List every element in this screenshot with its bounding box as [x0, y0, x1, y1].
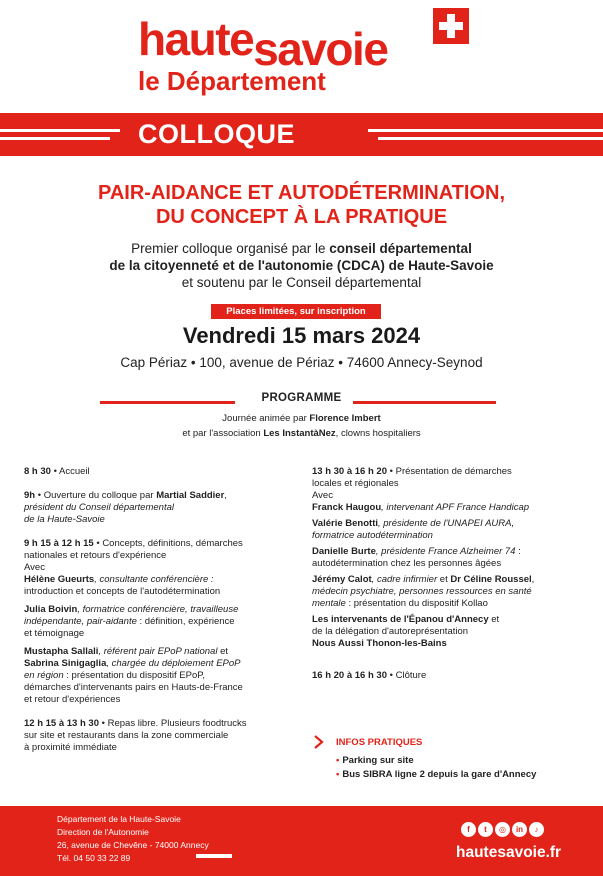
speaker-topic: et retour d'expériences: [24, 694, 121, 705]
schedule-text: Avec: [24, 562, 45, 573]
schedule-text: à proximité immédiate: [24, 742, 117, 753]
divider-line: [353, 401, 496, 404]
speaker-role: , référent pair EPoP national: [98, 646, 218, 657]
time: 8 h 30: [24, 466, 51, 477]
schedule-text: • Présentation de démarches: [387, 466, 512, 477]
logo-haute: haute: [138, 13, 254, 65]
schedule-text: ,: [531, 574, 535, 585]
schedule-item: [24, 538, 294, 550]
speaker-role: , cadre infirmier: [371, 574, 438, 585]
time: 12 h 15 à 13 h 30: [24, 718, 99, 729]
intro: [0, 240, 603, 291]
schedule-right: [312, 466, 567, 682]
speaker-role: , intervenant APF France Handicap: [381, 502, 530, 513]
schedule-text: sur site et restaurants dans la zone commerciale: [24, 730, 229, 741]
schedule-text: • Repas libre. Plusieurs foodtrucks: [99, 718, 247, 729]
programme-sub-text: Journée animée par: [222, 413, 310, 424]
speaker-name: Nous Aussi Thonon-les-Bains: [312, 638, 447, 649]
schedule-text: et: [488, 614, 500, 625]
speaker-name: Dr Céline Roussel: [450, 574, 532, 585]
schedule-text: • Accueil: [50, 466, 90, 477]
logo: [138, 10, 478, 100]
twitter-icon[interactable]: t: [478, 822, 493, 837]
footer-phone: Tél. 04 50 33 22 89: [57, 853, 131, 863]
speaker-name: Sabrina Sinigaglia: [24, 658, 107, 669]
band-stripe: [0, 137, 110, 140]
linkedin-icon[interactable]: in: [512, 822, 527, 837]
schedule-left: [24, 466, 294, 754]
event-title: [0, 181, 603, 229]
intro-organizer-cont: de la citoyenneté et de l'autonomie (CDCA) de Haute-Savoie: [109, 258, 494, 273]
schedule-item: 9h • Ouverture du colloque par Martial Saddier,: [24, 490, 227, 501]
intro-line2: [0, 257, 603, 274]
intro-text: Premier colloque organisé par le: [131, 241, 330, 256]
speaker-name: Julia Boivin: [24, 604, 78, 615]
logo-savoie: savoie: [253, 23, 388, 75]
time: 9 h 15 à 12 h 15: [24, 538, 94, 549]
footer: [0, 806, 603, 876]
logo-departement: le Département: [138, 66, 326, 96]
speaker-topic: : présentation du dispositif Kollao: [345, 598, 488, 609]
band-stripe: [0, 129, 120, 132]
schedule-text: Avec: [312, 490, 333, 501]
speaker-role: indépendante, pair-aidante: [24, 616, 137, 627]
swiss-cross-flag-icon: [433, 8, 469, 44]
event-title-line2: DU CONCEPT À LA PRATIQUE: [155, 206, 448, 228]
speaker-role: formatrice autodétermination: [312, 530, 433, 541]
speaker-role: mentale: [312, 598, 346, 609]
schedule-text: et: [217, 646, 228, 657]
instagram-icon[interactable]: ◎: [495, 822, 510, 837]
footer-website-link[interactable]: hautesavoie.fr: [456, 844, 562, 861]
schedule-item: [24, 718, 294, 730]
infos-item: • Bus SIBRA ligne 2 depuis la gare d'Annecy: [336, 769, 537, 780]
footer-direction: Direction de l'Autonomie: [57, 827, 149, 837]
footer-org: Département de la Haute-Savoie: [57, 814, 181, 824]
speaker-topic: : définition, expérience: [136, 616, 235, 627]
band-stripe: [378, 137, 603, 140]
footer-street: 26, avenue de Chevêne - 74000 Annecy: [57, 840, 209, 850]
event-date: Vendredi 15 mars 2024: [182, 323, 421, 348]
intro-line3: et soutenu par le Conseil départemental: [181, 275, 422, 290]
speaker-name: Hélène Gueurts: [24, 574, 95, 585]
programme-host: Florence Imbert: [309, 413, 381, 424]
logo-wordmark: [138, 13, 388, 75]
programme-title: PROGRAMME: [261, 392, 342, 404]
speaker-topic: démarches d'intervenants pairs en Hauts-de-France: [24, 682, 243, 693]
schedule-text: • Concepts, définitions, démarches: [93, 538, 243, 549]
band-stripe: [368, 129, 603, 132]
speaker-name: Franck Haugou: [312, 502, 382, 513]
speaker-name: Mustapha Sallali: [24, 646, 99, 657]
programme-subtitle: [0, 411, 603, 441]
schedule-text: et: [437, 574, 451, 585]
infos-item: • Parking sur site: [336, 755, 414, 766]
speaker-role: , présidente de l'UNAPEI AURA,: [378, 518, 515, 529]
schedule-item: [24, 466, 294, 478]
speaker-topic: autodétermination chez les personnes âgées: [312, 558, 502, 569]
speaker-name: Danielle Burte: [312, 546, 376, 557]
event-title-line1: PAIR-AIDANCE ET AUTODÉTERMINATION,: [97, 182, 506, 204]
speaker-name: Martial Saddier: [156, 490, 225, 501]
speaker-role: , présidente France Alzheimer 74: [375, 546, 516, 557]
colloque-band: [0, 113, 603, 156]
band-title: COLLOQUE: [138, 119, 295, 149]
speaker-topic: introduction et concepts de l'autodétermination: [24, 586, 221, 597]
schedule-text: de la délégation d'autoreprésentation: [312, 626, 469, 637]
event-place: Cap Périaz • 100, avenue de Périaz • 74600 Annecy-Seynod: [120, 355, 483, 370]
schedule-text: :: [515, 546, 521, 557]
infos-title: INFOS PRATIQUES: [336, 737, 423, 748]
schedule-item: [312, 670, 567, 682]
speaker-role: , consultante conférencière :: [94, 574, 214, 585]
speaker-topic: : présentation du dispositif EPoP,: [63, 670, 205, 681]
speaker-name: Valérie Benotti: [312, 518, 378, 529]
programme-sub-text: , clowns hospitaliers: [335, 428, 421, 439]
speaker-name: Jérémy Calot: [312, 574, 372, 585]
time: 9h: [24, 490, 36, 501]
time: 16 h 20 à 16 h 30: [312, 670, 387, 681]
schedule-text: nationales et retours d'expérience: [24, 550, 167, 561]
programme-sub-text: et par l'association: [182, 428, 264, 439]
time: 13 h 30 à 16 h 20: [312, 466, 387, 477]
speaker-role: président du Conseil départemental: [24, 502, 174, 513]
footer-bar: [196, 854, 232, 858]
intro-line1: [0, 240, 603, 257]
schedule-text: • Clôture: [387, 670, 427, 681]
infos-item-text: Parking sur site: [342, 755, 414, 766]
tiktok-icon[interactable]: ♪: [529, 822, 544, 837]
speaker-role: , chargée du déploiement EPoP: [106, 658, 241, 669]
chevron-right-icon: [312, 735, 326, 749]
facebook-icon[interactable]: f: [461, 822, 476, 837]
schedule-text: • Ouverture du colloque par: [35, 490, 157, 501]
intro-organizer: conseil départemental: [329, 241, 472, 256]
speaker-role: en région: [24, 670, 64, 681]
schedule-item: [312, 466, 567, 478]
speaker-role: médecin psychiatre, personnes ressources en santé: [312, 586, 532, 597]
speaker-name: Les intervenants de l'Épanou d'Annecy: [312, 614, 489, 625]
footer-address: [57, 813, 209, 865]
registration-badge: Places limitées, sur inscription: [211, 304, 381, 319]
infos-item-text: Bus SIBRA ligne 2 depuis la gare d'Annecy: [342, 769, 537, 780]
schedule-text: locales et régionales: [312, 478, 399, 489]
speaker-role: , formatrice conférencière, travailleuse: [77, 604, 239, 615]
speaker-role: de la Haute-Savoie: [24, 514, 105, 525]
speaker-topic: et témoignage: [24, 628, 85, 639]
programme-association: Les InstantàNez: [263, 428, 336, 439]
